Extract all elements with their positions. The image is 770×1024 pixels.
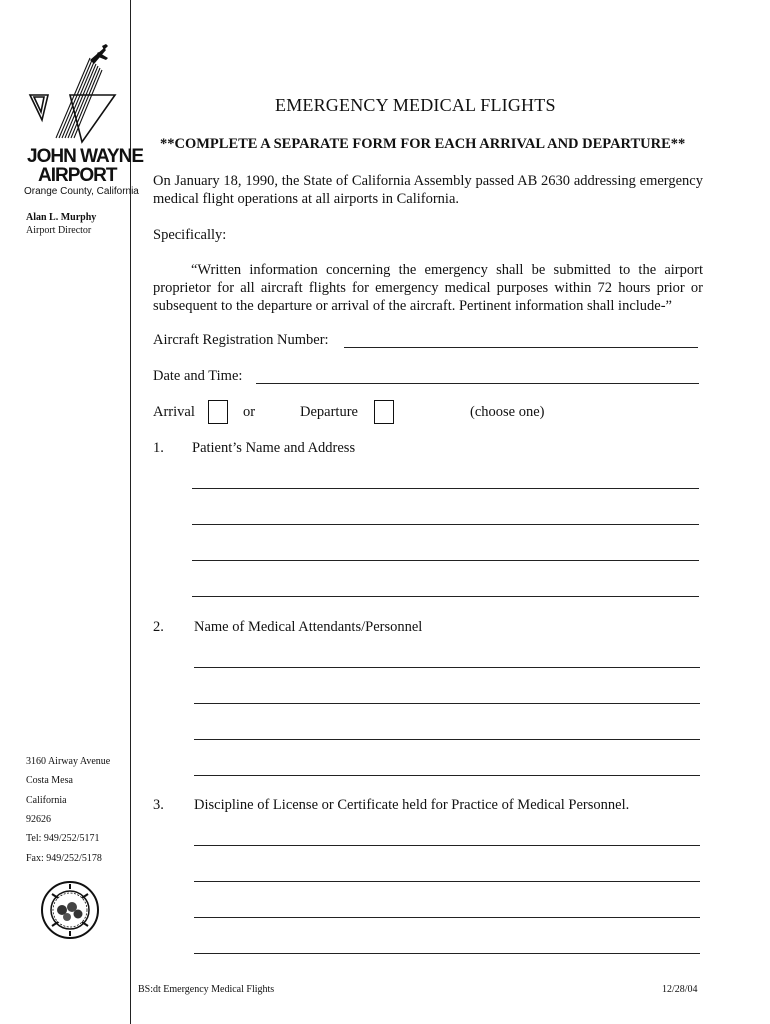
license-input-line-2[interactable] (194, 881, 700, 882)
specifically-label: Specifically: (153, 227, 227, 243)
section-2-label: Name of Medical Attendants/Personnel (194, 619, 423, 635)
address-city: Costa Mesa (26, 775, 73, 786)
form-instruction: **COMPLETE A SEPARATE FORM FOR EACH ARRIVAL AND DEPARTURE** (160, 136, 686, 152)
arrival-label: Arrival (153, 404, 195, 420)
section-2-number: 2. (153, 619, 164, 635)
footer-date: 12/28/04 (662, 984, 698, 995)
county-seal-icon (40, 880, 100, 940)
datetime-label: Date and Time: (153, 368, 243, 384)
attendants-input-line-1[interactable] (194, 667, 700, 668)
section-1-label: Patient’s Name and Address (192, 440, 356, 456)
datetime-input-line[interactable] (256, 383, 699, 384)
brand-location: Orange County, California (24, 186, 139, 197)
patient-input-line-3[interactable] (192, 560, 699, 561)
or-label: or (243, 404, 256, 420)
departure-label: Departure (300, 404, 358, 420)
section-1-number: 1. (153, 440, 164, 456)
license-input-line-4[interactable] (194, 953, 700, 954)
patient-input-line-4[interactable] (192, 596, 699, 597)
patient-input-line-2[interactable] (192, 524, 699, 525)
brand-line-2: AIRPORT (38, 165, 117, 186)
address-fax: Fax: 949/252/5178 (26, 853, 102, 864)
address-street: 3160 Airway Avenue (26, 756, 111, 767)
intro-paragraph: On January 18, 1990, the State of California Assembly passed AB 2630 addressing emergency medical flight operations at all airports in California. (153, 173, 703, 207)
section-3-number: 3. (153, 797, 164, 813)
attendants-input-line-4[interactable] (194, 775, 700, 776)
director-name: Alan L. Murphy (26, 212, 97, 223)
registration-label: Aircraft Registration Number: (153, 332, 329, 348)
license-input-line-3[interactable] (194, 917, 700, 918)
patient-input-line-1[interactable] (192, 488, 699, 489)
brand-line-1: JOHN WAYNE (27, 146, 143, 167)
license-input-line-1[interactable] (194, 845, 700, 846)
page-title: EMERGENCY MEDICAL FLIGHTS (275, 95, 556, 115)
director-title: Airport Director (26, 225, 92, 236)
quote-paragraph: “Written information concerning the emergency shall be submitted to the airport proprietor for all aircraft flights for emergency medical purposes within 72 hours prior or subsequent to the departure or arrival of the aircraft. Pertinent information shall include-” (153, 262, 703, 314)
arrival-checkbox[interactable] (208, 400, 228, 424)
attendants-input-line-2[interactable] (194, 703, 700, 704)
departure-checkbox[interactable] (374, 400, 394, 424)
address-zip: 92626 (26, 814, 51, 825)
choose-one-label: (choose one) (470, 404, 545, 420)
footer-document-id: BS:dt Emergency Medical Flights (138, 984, 275, 995)
attendants-input-line-3[interactable] (194, 739, 700, 740)
address-state: California (26, 795, 67, 806)
registration-input-line[interactable] (344, 347, 698, 348)
section-3-label: Discipline of License or Certificate held for Practice of Medical Personnel. (194, 797, 630, 813)
address-tel: Tel: 949/252/5171 (26, 833, 100, 844)
airport-logo-icon (20, 40, 125, 145)
